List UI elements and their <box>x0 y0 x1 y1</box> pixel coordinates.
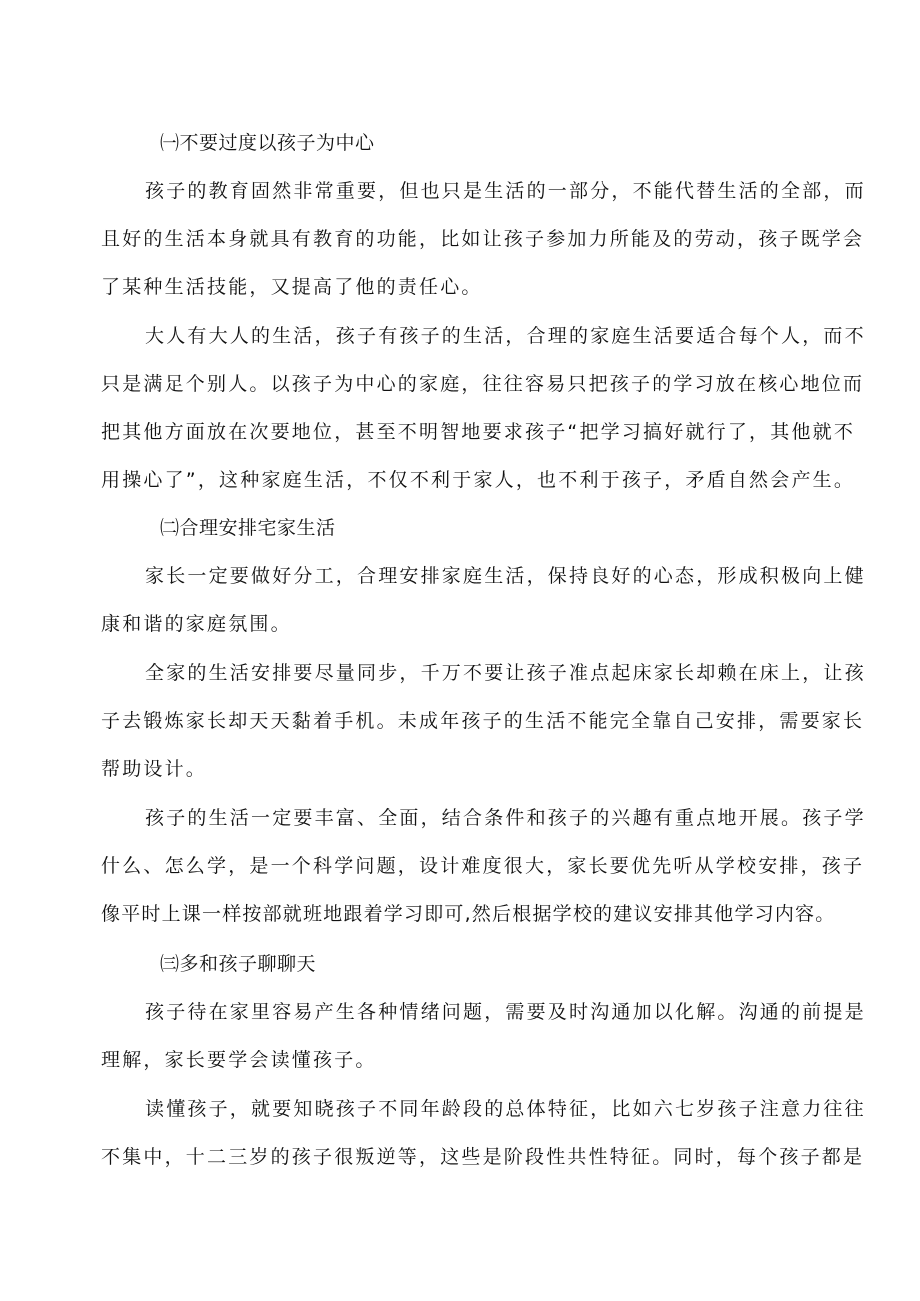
paragraph-line: 且好的生活本身就具有教育的功能，比如让孩子参加力所能及的劳动，孩子既学会 <box>101 228 865 250</box>
paragraph-line: 大人有大人的生活，孩子有孩子的生活，合理的家庭生活要适合每个人，而不 <box>145 325 866 347</box>
paragraph-line: 像平时上课一样按部就班地跟着学习即可,然后根据学校的建议安排其他学习内容。 <box>101 903 836 925</box>
section-heading-2: ㈡合理安排宅家生活 <box>160 517 336 539</box>
paragraph-line: 康和谐的家庭氛围。 <box>101 613 292 635</box>
paragraph-line: 只是满足个别人。以孩子为中心的家庭，往往容易只把孩子的学习放在核心地位而 <box>101 373 865 395</box>
paragraph-line: 帮助设计。 <box>101 758 208 780</box>
section-heading-1: ㈠不要过度以孩子为中心 <box>160 132 375 154</box>
paragraph-line: 孩子的生活一定要丰富、全面，结合条件和孩子的兴趣有重点地开展。孩子学 <box>145 807 866 829</box>
paragraph-line: 家长一定要做好分工，合理安排家庭生活，保持良好的心态，形成积极向上健 <box>145 565 866 587</box>
paragraph-line: 读懂孩子，就要知晓孩子不同年龄段的总体特征，比如六七岁孩子注意力往往 <box>145 1098 866 1120</box>
paragraph-line: 了某种生活技能，又提高了他的责任心。 <box>101 276 483 298</box>
paragraph-line: 什么、怎么学，是一个科学问题，设计难度很大，家长要优先听从学校安排，孩子 <box>101 855 865 877</box>
paragraph-line: 不集中，十二三岁的孩子很叛逆等，这些是阶段性共性特征。同时，每个孩子都是 <box>101 1146 865 1168</box>
paragraph-line: 孩子待在家里容易产生各种情绪问题，需要及时沟通加以化解。沟通的前提是 <box>145 1001 866 1023</box>
section-heading-3: ㈢多和孩子聊聊天 <box>160 953 317 975</box>
paragraph-line: 孩子的教育固然非常重要，但也只是生活的一部分，不能代替生活的全部，而 <box>145 180 866 202</box>
paragraph-line: 全家的生活安排要尽量同步，千万不要让孩子准点起床家长却赖在床上，让孩 <box>145 662 866 684</box>
paragraph-line: 把其他方面放在次要地位，甚至不明智地要求孩子“把学习搞好就行了，其他就不 <box>101 421 856 443</box>
paragraph-line: 用操心了”，这种家庭生活，不仅不利于家人，也不利于孩子，矛盾自然会产生。 <box>101 469 856 491</box>
paragraph-line: 理解，家长要学会读懂孩子。 <box>101 1049 377 1071</box>
paragraph-line: 子去锻炼家长却天天黏着手机。未成年孩子的生活不能完全靠自己安排，需要家长 <box>101 710 865 732</box>
